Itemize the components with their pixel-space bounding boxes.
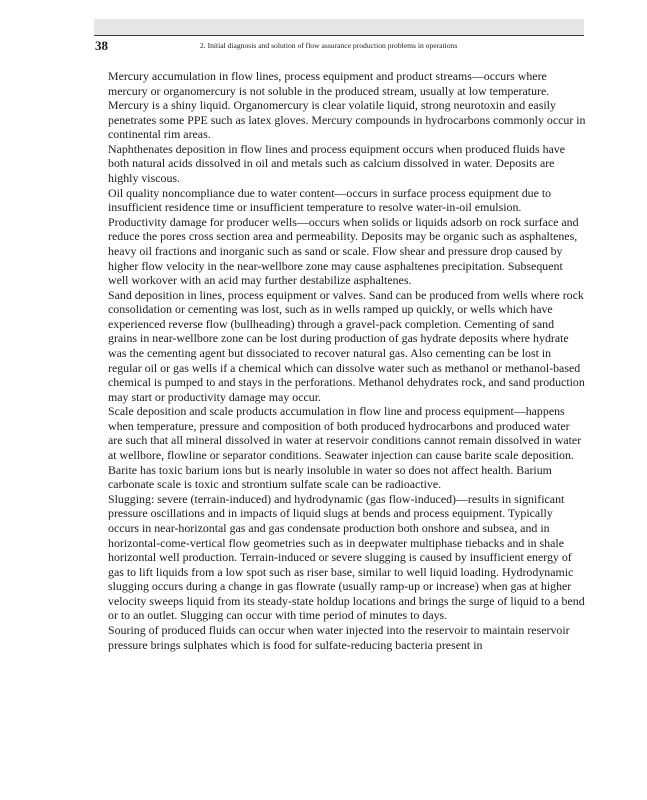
paragraph-slugging: Slugging: severe (terrain-induced) and hydrodynamic (gas flow-induced)—results in significant pressure oscillations and in impacts of liquid slugs at bends and process equipment. Typically occurs in near-horizontal gas and gas condensate production both onshore and subsea, and in horizontal-come-vertical flow geometries such as in deepwater multiphase tiebacks and in shale horizontal well production. Terrain-induced or severe slugging is caused by insufficient energy of gas to lift liquids from a low spot such as riser base, similar to well liquid loading. Hydrodynamic slugging occurs during a change in gas flowrate (usually ramp-up or increase) when gas at higher velocity sweeps liquid from its steady-state holdup locations and brings the surge of liquid to a bend or to an outlet. Slugging can occur with time period of minutes to days. (108, 491, 585, 623)
paragraph-sand-deposition: Sand deposition in lines, process equipment or valves. Sand can be produced from wells where rock consolidation or cementing was lost, such as in wells ramped up quickly, or wells which have experienced reverse flow (bullheading) through a gravel-pack completion. Cementing of sand grains in near-wellbore zone can be lost during production of gas hydrate deposits where hydrate was the cementing agent but dissociated to recover natural gas. Also cementing can be lost in regular oil or gas wells if a chemical which can dissolve water such as methanol or methanol-based chemical is pumped to and stays in the perforations. Methanol dehydrates rock, and sand production may start or productivity damage may occur. (108, 287, 585, 404)
paragraph-souring: Souring of produced fluids can occur when water injected into the reservoir to maintain reservoir pressure brings sulphates which is food for sulfate-reducing bacteria present in (108, 622, 570, 652)
running-head: 2. Initial diagnosis and solution of flow assurance production problems in operations (200, 41, 458, 50)
header-band (94, 19, 584, 35)
paragraph-oil-quality: Oil quality noncompliance due to water content—occurs in surface process equipment due to insufficient residence time or insufficient temperature to resolve water-in-oil emulsion. (108, 185, 552, 215)
body-text (108, 69, 586, 652)
paragraph-mercury: Mercury accumulation in flow lines, process equipment and product streams—occurs where mercury or organomercury is not soluble in the produced stream, usually at low temperature. Mercury is a shiny liquid. Organomercury is clear volatile liquid, strong neurotoxin and easily penetrates some PPE such as latex gloves. Mercury compounds in hydrocarbons commonly occur in continental rim areas. (108, 69, 586, 142)
page-number: 38 (95, 38, 108, 53)
paragraph-scale-deposition: Scale deposition and scale products accumulation in flow line and process equipment—happens when temperature, pressure and composition of both produced hydrocarbons and produced water are such that all mineral dissolved in water at reservoir conditions cannot remain dissolved in water at wellbore, flowline or separator conditions. Seawater injection can cause barite scale deposition. Barite has toxic barium ions but is nearly insoluble in water so does not affect health. Barium carbonate scale is toxic and strontium sulfate scale can be radioactive. (108, 404, 582, 492)
paragraph-naphthenates: Naphthenates deposition in flow lines and process equipment occurs when produced fluids have both natural acids dissolved in oil and metals such as calcium dissolved in water. Deposits are highly viscous. (108, 141, 566, 186)
header-rule (94, 35, 584, 36)
paragraph-productivity-damage: Productivity damage for producer wells—occurs when solids or liquids adsorb on rock surface and reduce the pores cross section area and permeability. Deposits may be organic such as asphaltenes, heavy oil fractions and inorganic such as sand or scale. Flow shear and pressure drop caused by higher flow velocity in the near-wellbore zone may cause asphaltenes precipitation. Subsequent well workover with an acid may further destabilize asphaltenes. (108, 214, 579, 288)
